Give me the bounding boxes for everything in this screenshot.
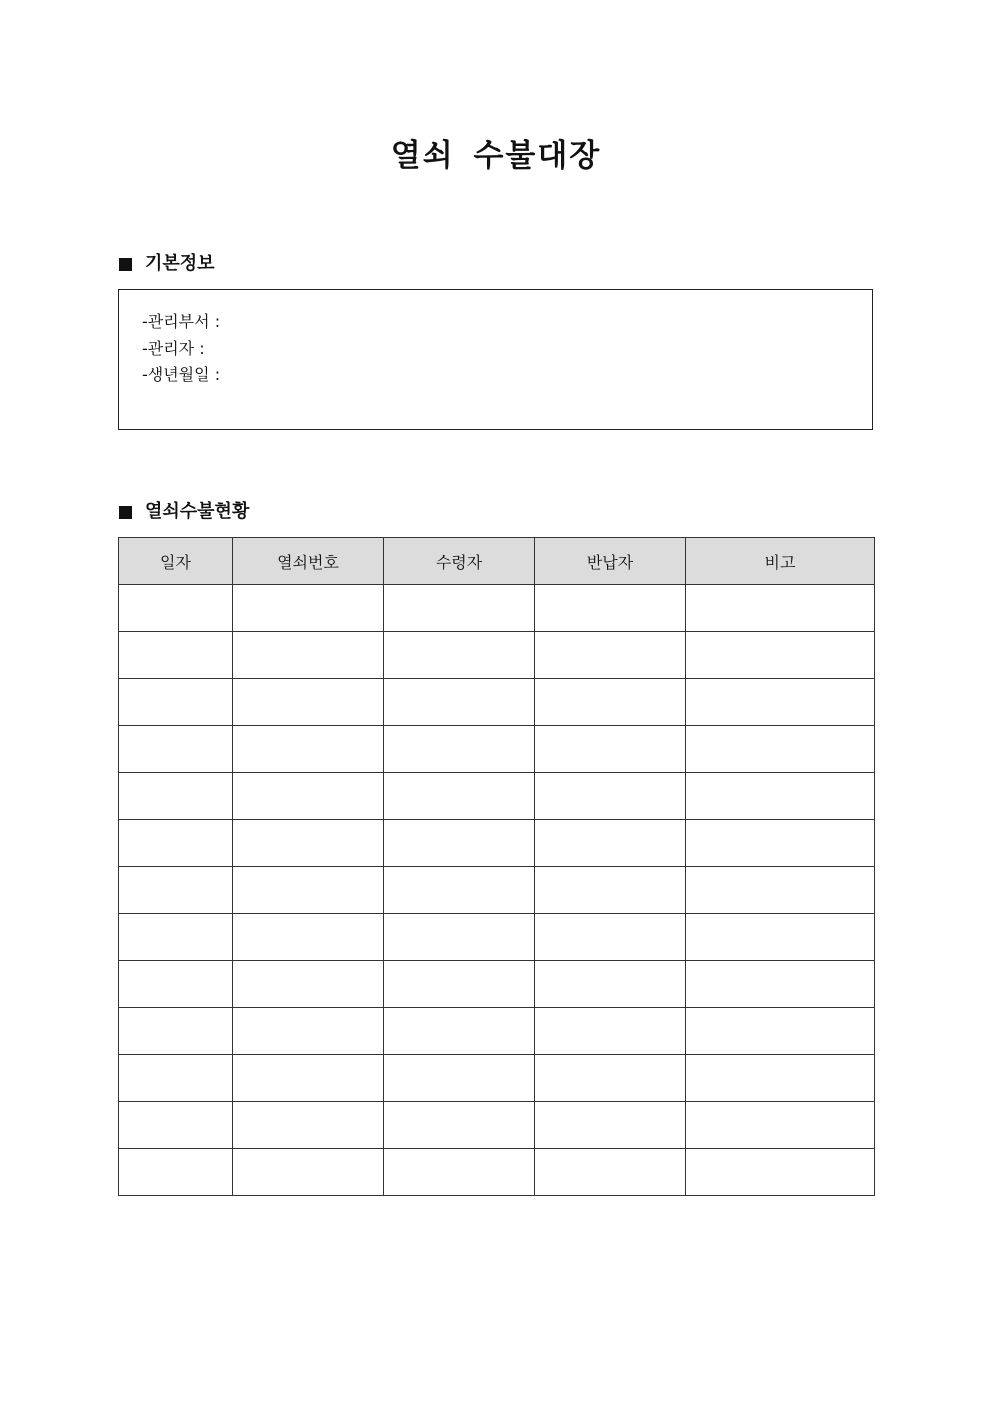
table-cell[interactable]: [119, 961, 233, 1008]
table-cell[interactable]: [686, 1008, 875, 1055]
table-row: [119, 585, 875, 632]
table-cell[interactable]: [535, 632, 686, 679]
basic-info-heading: [119, 252, 215, 276]
table-cell[interactable]: [233, 773, 384, 820]
table-cell[interactable]: [384, 1102, 535, 1149]
basic-info-fields: [142, 309, 220, 389]
table-header-row: [119, 538, 875, 585]
table-cell[interactable]: [686, 914, 875, 961]
table-cell[interactable]: [535, 1149, 686, 1196]
table-cell[interactable]: [686, 961, 875, 1008]
table-cell[interactable]: [686, 1102, 875, 1149]
table-cell[interactable]: [233, 961, 384, 1008]
table-row: [119, 1055, 875, 1102]
info-field-label: -관리자: [142, 338, 195, 358]
table-cell[interactable]: [384, 914, 535, 961]
table-cell[interactable]: [233, 820, 384, 867]
info-field: [142, 309, 220, 336]
table-row: [119, 867, 875, 914]
table-row: [119, 632, 875, 679]
table-cell[interactable]: [233, 914, 384, 961]
table-cell[interactable]: [233, 1055, 384, 1102]
table-cell[interactable]: [535, 679, 686, 726]
table-cell[interactable]: [384, 1149, 535, 1196]
table-cell[interactable]: [384, 961, 535, 1008]
table-cell[interactable]: [686, 820, 875, 867]
table-row: [119, 820, 875, 867]
table-cell[interactable]: [119, 1149, 233, 1196]
square-bullet-icon: [119, 258, 132, 271]
table-cell[interactable]: [233, 1008, 384, 1055]
table-row: [119, 1008, 875, 1055]
table-cell[interactable]: [686, 726, 875, 773]
table-cell[interactable]: [384, 820, 535, 867]
info-field-label: -관리부서: [142, 312, 210, 331]
table-cell[interactable]: [119, 773, 233, 820]
table-cell[interactable]: [535, 867, 686, 914]
column-header: 수령자: [384, 538, 535, 585]
table-cell[interactable]: [119, 1055, 233, 1102]
table-cell[interactable]: [686, 1149, 875, 1196]
table-cell[interactable]: [384, 632, 535, 679]
table-cell[interactable]: [686, 679, 875, 726]
table-cell[interactable]: [535, 1055, 686, 1102]
table-cell[interactable]: [384, 726, 535, 773]
key-status-heading-label: 열쇠수불현황: [145, 501, 250, 522]
table-cell[interactable]: [119, 1008, 233, 1055]
column-header: 반납자: [535, 538, 686, 585]
column-header: 열쇠번호: [233, 538, 384, 585]
table-cell[interactable]: [119, 632, 233, 679]
table-cell[interactable]: [384, 1055, 535, 1102]
table-cell[interactable]: [119, 914, 233, 961]
column-header: 일자: [119, 538, 233, 585]
table-cell[interactable]: [384, 867, 535, 914]
page-title: 열쇠 수불대장: [390, 138, 602, 174]
basic-info-heading-label: 기본정보: [145, 253, 215, 274]
table-row: [119, 1102, 875, 1149]
key-status-heading: [119, 500, 249, 524]
table-cell[interactable]: [384, 773, 535, 820]
info-field-separator: :: [194, 338, 205, 358]
table-cell[interactable]: [233, 726, 384, 773]
table-cell[interactable]: [119, 679, 233, 726]
table-row: [119, 773, 875, 820]
key-ledger-table: [118, 537, 875, 1196]
info-field-label: -생년월일: [142, 365, 210, 384]
table-cell[interactable]: [233, 679, 384, 726]
info-field: [142, 336, 220, 363]
info-field-separator: :: [209, 312, 221, 331]
table-cell[interactable]: [535, 820, 686, 867]
table-row: [119, 679, 875, 726]
table-cell[interactable]: [233, 1149, 384, 1196]
table-cell[interactable]: [119, 1102, 233, 1149]
table-row: [119, 961, 875, 1008]
table-cell[interactable]: [686, 1055, 875, 1102]
table-cell[interactable]: [686, 632, 875, 679]
table-row: [119, 914, 875, 961]
table-cell[interactable]: [119, 867, 233, 914]
table-row: [119, 1149, 875, 1196]
column-header: 비고: [686, 538, 875, 585]
table-cell[interactable]: [233, 1102, 384, 1149]
table-row: [119, 726, 875, 773]
table-cell[interactable]: [233, 632, 384, 679]
table-cell[interactable]: [119, 726, 233, 773]
info-field-separator: :: [209, 365, 221, 384]
table-cell[interactable]: [535, 585, 686, 632]
table-cell[interactable]: [119, 820, 233, 867]
table-cell[interactable]: [535, 961, 686, 1008]
table-cell[interactable]: [119, 585, 233, 632]
table-body: [119, 585, 875, 1196]
basic-info-box: [118, 289, 873, 430]
info-field: [142, 362, 220, 389]
table-cell[interactable]: [686, 867, 875, 914]
table-cell[interactable]: [686, 585, 875, 632]
table-cell[interactable]: [535, 726, 686, 773]
table-cell[interactable]: [233, 585, 384, 632]
table-cell[interactable]: [384, 1008, 535, 1055]
table-cell[interactable]: [535, 914, 686, 961]
square-bullet-icon: [119, 506, 132, 519]
table-cell[interactable]: [535, 1102, 686, 1149]
table-cell[interactable]: [686, 773, 875, 820]
table-cell[interactable]: [535, 1008, 686, 1055]
table-cell[interactable]: [233, 867, 384, 914]
table-cell[interactable]: [535, 773, 686, 820]
table-cell[interactable]: [384, 679, 535, 726]
table-cell[interactable]: [384, 585, 535, 632]
